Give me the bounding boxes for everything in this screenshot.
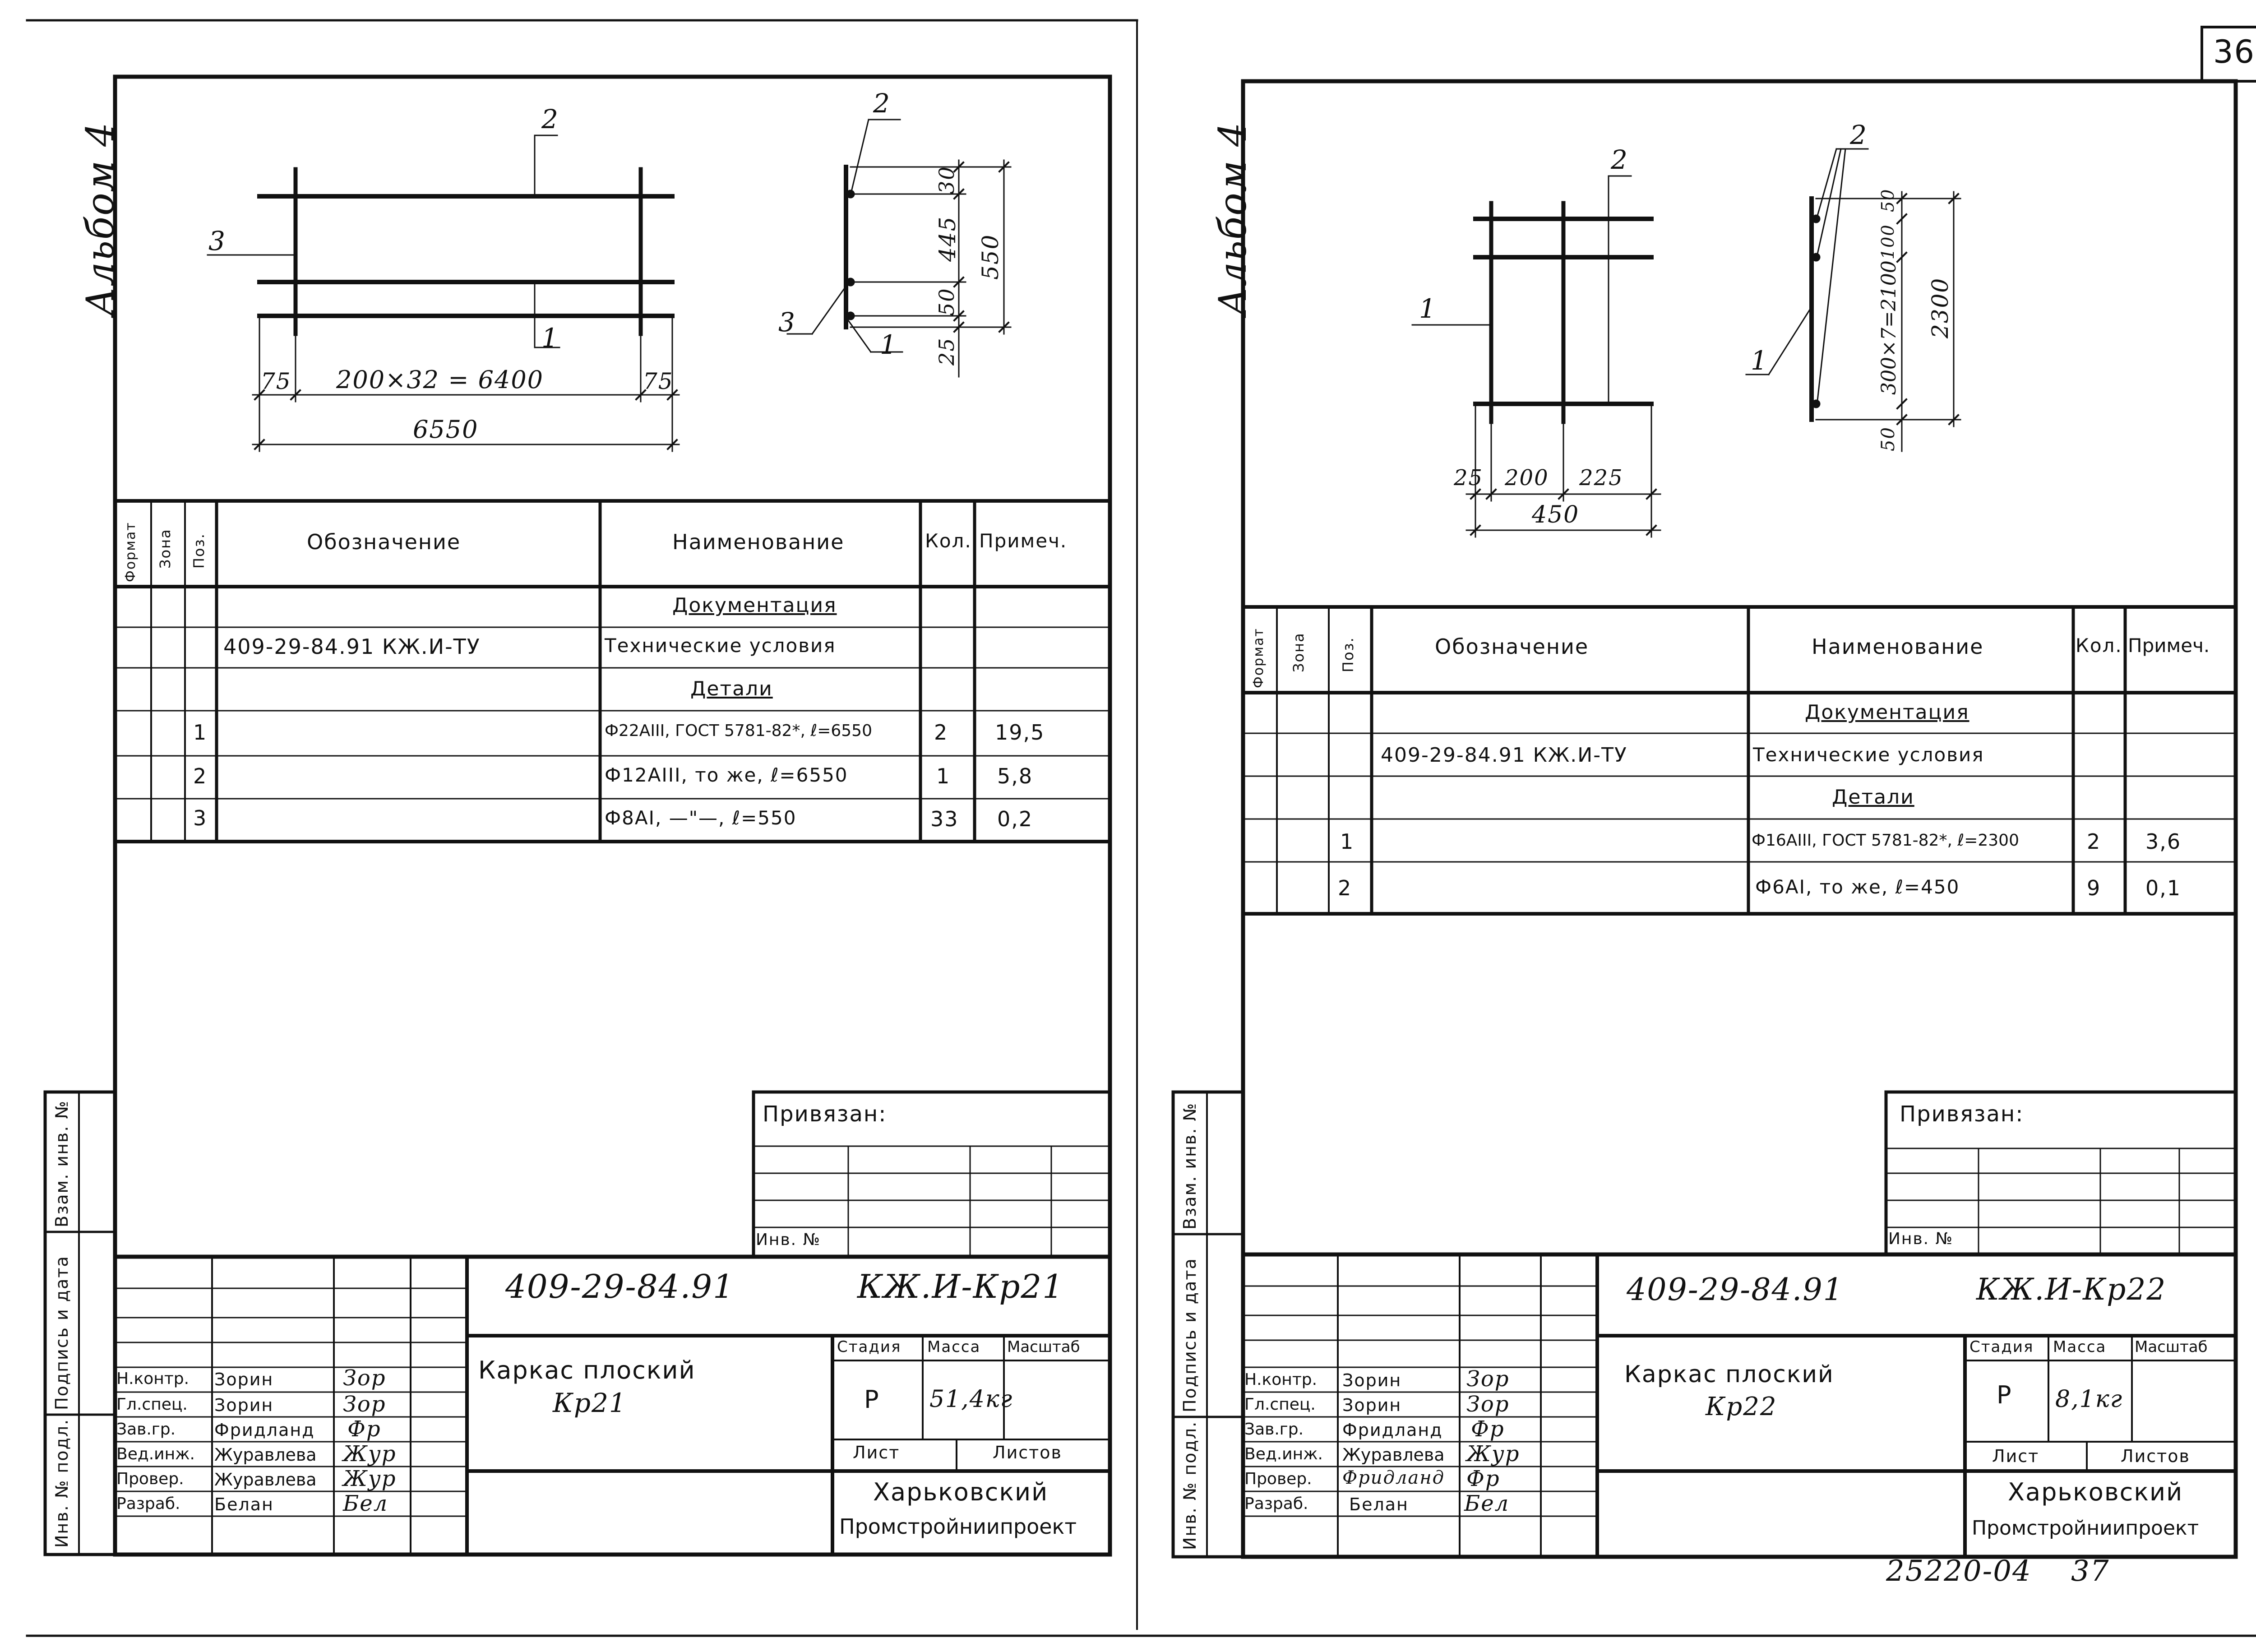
spec-header-format: Формат (1251, 628, 1267, 688)
dimension-label: 300×7=2100 (1877, 260, 1900, 395)
spec-row-designation: 409-29-84.91 КЖ.И-ТУ (223, 634, 481, 659)
staff-role: Зав.гр. (1244, 1420, 1304, 1439)
dimension-label: 50 (934, 287, 959, 316)
side-label-inv-orig: Инв. № подл. (52, 1418, 72, 1548)
spec-row-note: 3,6 (2145, 829, 2182, 854)
archive-code: 25220-04 (1886, 1555, 2032, 1588)
organization-name: Харьковский (873, 1478, 1049, 1506)
staff-signature: Фр (347, 1416, 381, 1442)
spec-row-pos: 1 (193, 720, 208, 745)
spec-row-name: Ф16АIII, ГОСТ 5781-82*, ℓ=2300 (1752, 831, 2019, 850)
position-marker: 1 (541, 323, 559, 353)
spec-row-name: Документация (672, 594, 837, 617)
staff-role: Н.контр. (1244, 1370, 1318, 1389)
dimension-label: 75 (643, 368, 674, 394)
position-marker: 2 (1611, 144, 1628, 175)
staff-signature: Зор (343, 1392, 386, 1417)
document-code: КЖ.И-Кр21 (857, 1268, 1064, 1305)
dimension-label: 550 (977, 234, 1003, 280)
spec-header-name: Наименование (672, 530, 845, 554)
staff-role: Зав.гр. (116, 1420, 176, 1439)
spec-header-format: Формат (123, 522, 139, 582)
page-number: 36 (2213, 33, 2256, 70)
staff-role: Провер. (116, 1470, 184, 1488)
drawing-title: Каркас плоский (478, 1356, 696, 1384)
staff-signature: Жур (343, 1466, 397, 1491)
spec-row-name: Документация (1805, 701, 1969, 724)
spec-header-qty: Кол. (925, 530, 972, 552)
spec-row-pos: 2 (193, 764, 208, 788)
spec-row-name: Детали (1832, 786, 1914, 809)
spec-row-pos: 2 (1338, 876, 1352, 900)
staff-name: Зорин (214, 1370, 274, 1389)
spec-header-note: Примеч. (2128, 634, 2210, 657)
dimension-label: 2300 (1927, 277, 1953, 338)
stage-value: Р (864, 1385, 880, 1414)
staff-signature: Зор (343, 1365, 386, 1391)
staff-role: Вед.инж. (116, 1445, 195, 1463)
position-marker: 3 (778, 307, 796, 338)
stage-label: Стадия (837, 1338, 901, 1356)
organization-name: Промстройниипроект (839, 1514, 1077, 1539)
position-marker: 2 (873, 88, 891, 119)
dimension-label: 445 (934, 216, 961, 262)
spec-row-note: 0,2 (997, 807, 1033, 831)
scale-label: Масштаб (1007, 1338, 1080, 1356)
spec-row-note: 0,1 (2145, 876, 2182, 900)
spec-header-name: Наименование (1812, 634, 1984, 659)
spec-row-name: Ф6АI, то же, ℓ=450 (1755, 876, 1960, 898)
drawing-title: Каркас плоский (1624, 1361, 1834, 1388)
staff-name: Журавлева (1342, 1445, 1445, 1465)
privyazan-label: Привязан: (1900, 1101, 2024, 1127)
stage-label: Стадия (1969, 1338, 2034, 1356)
dimension-label: 75 (261, 368, 291, 394)
staff-signature: Бел (343, 1491, 388, 1516)
spec-row-name: Ф8АI, —"—, ℓ=550 (605, 807, 797, 829)
spec-row-pos: 1 (1340, 829, 1355, 854)
staff-signature: Фр (1466, 1466, 1500, 1491)
sheets-label: Листов (2121, 1446, 2190, 1466)
side-label-sign-date: Подпись и дата (52, 1255, 72, 1410)
dimension-label: 30 (934, 166, 959, 194)
privyazan-label: Привязан: (763, 1101, 887, 1127)
dimension-label: 100 (1878, 224, 1898, 259)
album-label: Альбом 4 (1211, 121, 1255, 316)
dimension-label: 6550 (413, 415, 479, 444)
spec-row-pos: 3 (193, 806, 208, 830)
staff-signature: Фр (1471, 1416, 1505, 1442)
staff-role: Провер. (1244, 1470, 1312, 1488)
staff-name: Фридланд (1342, 1467, 1445, 1488)
staff-name: Зорин (1342, 1395, 1402, 1415)
staff-name: Журавлева (214, 1445, 317, 1465)
spec-row-qty: 1 (936, 764, 951, 788)
staff-role: Вед.инж. (1244, 1445, 1323, 1463)
spec-row-qty: 33 (930, 807, 959, 831)
staff-name: Зорин (214, 1395, 274, 1415)
scale-label: Масштаб (2135, 1338, 2208, 1356)
spec-row-name: Ф22АIII, ГОСТ 5781-82*, ℓ=6550 (605, 722, 872, 740)
dimension-label: 25 (1454, 465, 1484, 491)
position-marker: 2 (541, 104, 559, 134)
spec-row-designation: 409-29-84.91 КЖ.И-ТУ (1381, 744, 1627, 767)
spec-row-qty: 9 (2087, 876, 2101, 900)
staff-signature: Жур (343, 1441, 397, 1467)
dimension-label: 450 (1532, 501, 1580, 528)
staff-name: Фридланд (214, 1420, 315, 1440)
staff-role: Разраб. (116, 1495, 180, 1513)
dimension-label: 225 (1579, 465, 1623, 491)
footer-page-number: 37 (2071, 1555, 2110, 1588)
dimension-label: 50 (1878, 188, 1898, 212)
drawing-title-mark: Кр21 (553, 1388, 627, 1418)
position-marker: 1 (1419, 293, 1437, 324)
staff-role: Разраб. (1244, 1495, 1308, 1513)
staff-role: Гл.спец. (1244, 1395, 1316, 1414)
spec-header-zone: Зона (1290, 632, 1307, 672)
spec-row-qty: 2 (934, 720, 948, 745)
staff-signature: Зор (1466, 1392, 1510, 1417)
mass-label: Масса (2053, 1338, 2107, 1356)
side-label-sign-date: Подпись и дата (1180, 1258, 1200, 1412)
dimension-label: 25 (934, 337, 959, 366)
stage-value: Р (1997, 1381, 2012, 1409)
staff-name: Журавлева (214, 1470, 317, 1490)
spec-header-note: Примеч. (979, 530, 1068, 552)
project-code: 409-29-84.91 (1627, 1272, 1844, 1308)
position-marker: 2 (1850, 120, 1868, 150)
organization-name: Харьковский (2008, 1478, 2183, 1506)
spec-row-name: Технические условия (1753, 744, 1984, 766)
staff-name: Фридланд (1342, 1420, 1443, 1440)
sheets-label: Листов (993, 1443, 1062, 1462)
dimension-label: 50 (1878, 426, 1899, 451)
spec-row-name: Детали (690, 677, 773, 700)
sheet-label: Лист (853, 1443, 900, 1462)
spec-row-note: 5,8 (997, 764, 1033, 788)
staff-name: Белан (214, 1495, 274, 1514)
drawing-title-mark: Кр22 (1706, 1392, 1777, 1421)
mass-label: Масса (927, 1338, 981, 1356)
position-marker: 1 (880, 329, 897, 360)
staff-signature: Бел (1464, 1491, 1510, 1516)
staff-role: Гл.спец. (116, 1395, 188, 1414)
staff-signature: Жур (1466, 1441, 1520, 1467)
inv-no-label: Инв. № (1888, 1230, 1954, 1248)
spec-header-zone: Зона (157, 528, 174, 569)
spec-row-name: Ф12АIII, то же, ℓ=6550 (605, 764, 848, 786)
staff-name: Белан (1349, 1495, 1409, 1514)
inv-no-label: Инв. № (756, 1231, 821, 1249)
spec-row-note: 19,5 (995, 720, 1045, 745)
spec-header-designation: Обозначение (307, 530, 461, 554)
staff-role: Н.контр. (116, 1370, 190, 1388)
spec-row-qty: 2 (2087, 829, 2101, 854)
spec-row-name: Технические условия (605, 634, 836, 657)
spec-header-designation: Обозначение (1435, 634, 1589, 659)
document-code: КЖ.И-Кр22 (1976, 1272, 2167, 1307)
side-label-vzam-inv: Взам. инв. № (52, 1100, 72, 1227)
staff-signature: Зор (1466, 1366, 1510, 1392)
organization-name: Промстройниипроект (1972, 1517, 2199, 1540)
album-label: Альбом 4 (78, 121, 122, 316)
side-label-inv-orig: Инв. № подл. (1180, 1421, 1200, 1550)
position-marker: 1 (1751, 345, 1768, 376)
spec-header-pos: Поз. (1340, 637, 1357, 672)
dimension-label: 200×32 = 6400 (336, 366, 544, 394)
staff-name: Зорин (1342, 1370, 1402, 1390)
mass-value: 8,1кг (2055, 1386, 2123, 1413)
dimension-label: 200 (1505, 465, 1549, 491)
project-code: 409-29-84.91 (505, 1268, 735, 1305)
mass-value: 51,4кг (929, 1386, 1013, 1413)
spec-header-pos: Поз. (190, 533, 208, 569)
side-label-vzam-inv: Взам. инв. № (1180, 1102, 1200, 1230)
sheet-label: Лист (1992, 1446, 2039, 1466)
position-marker: 3 (208, 226, 226, 256)
spec-header-qty: Кол. (2076, 634, 2122, 657)
